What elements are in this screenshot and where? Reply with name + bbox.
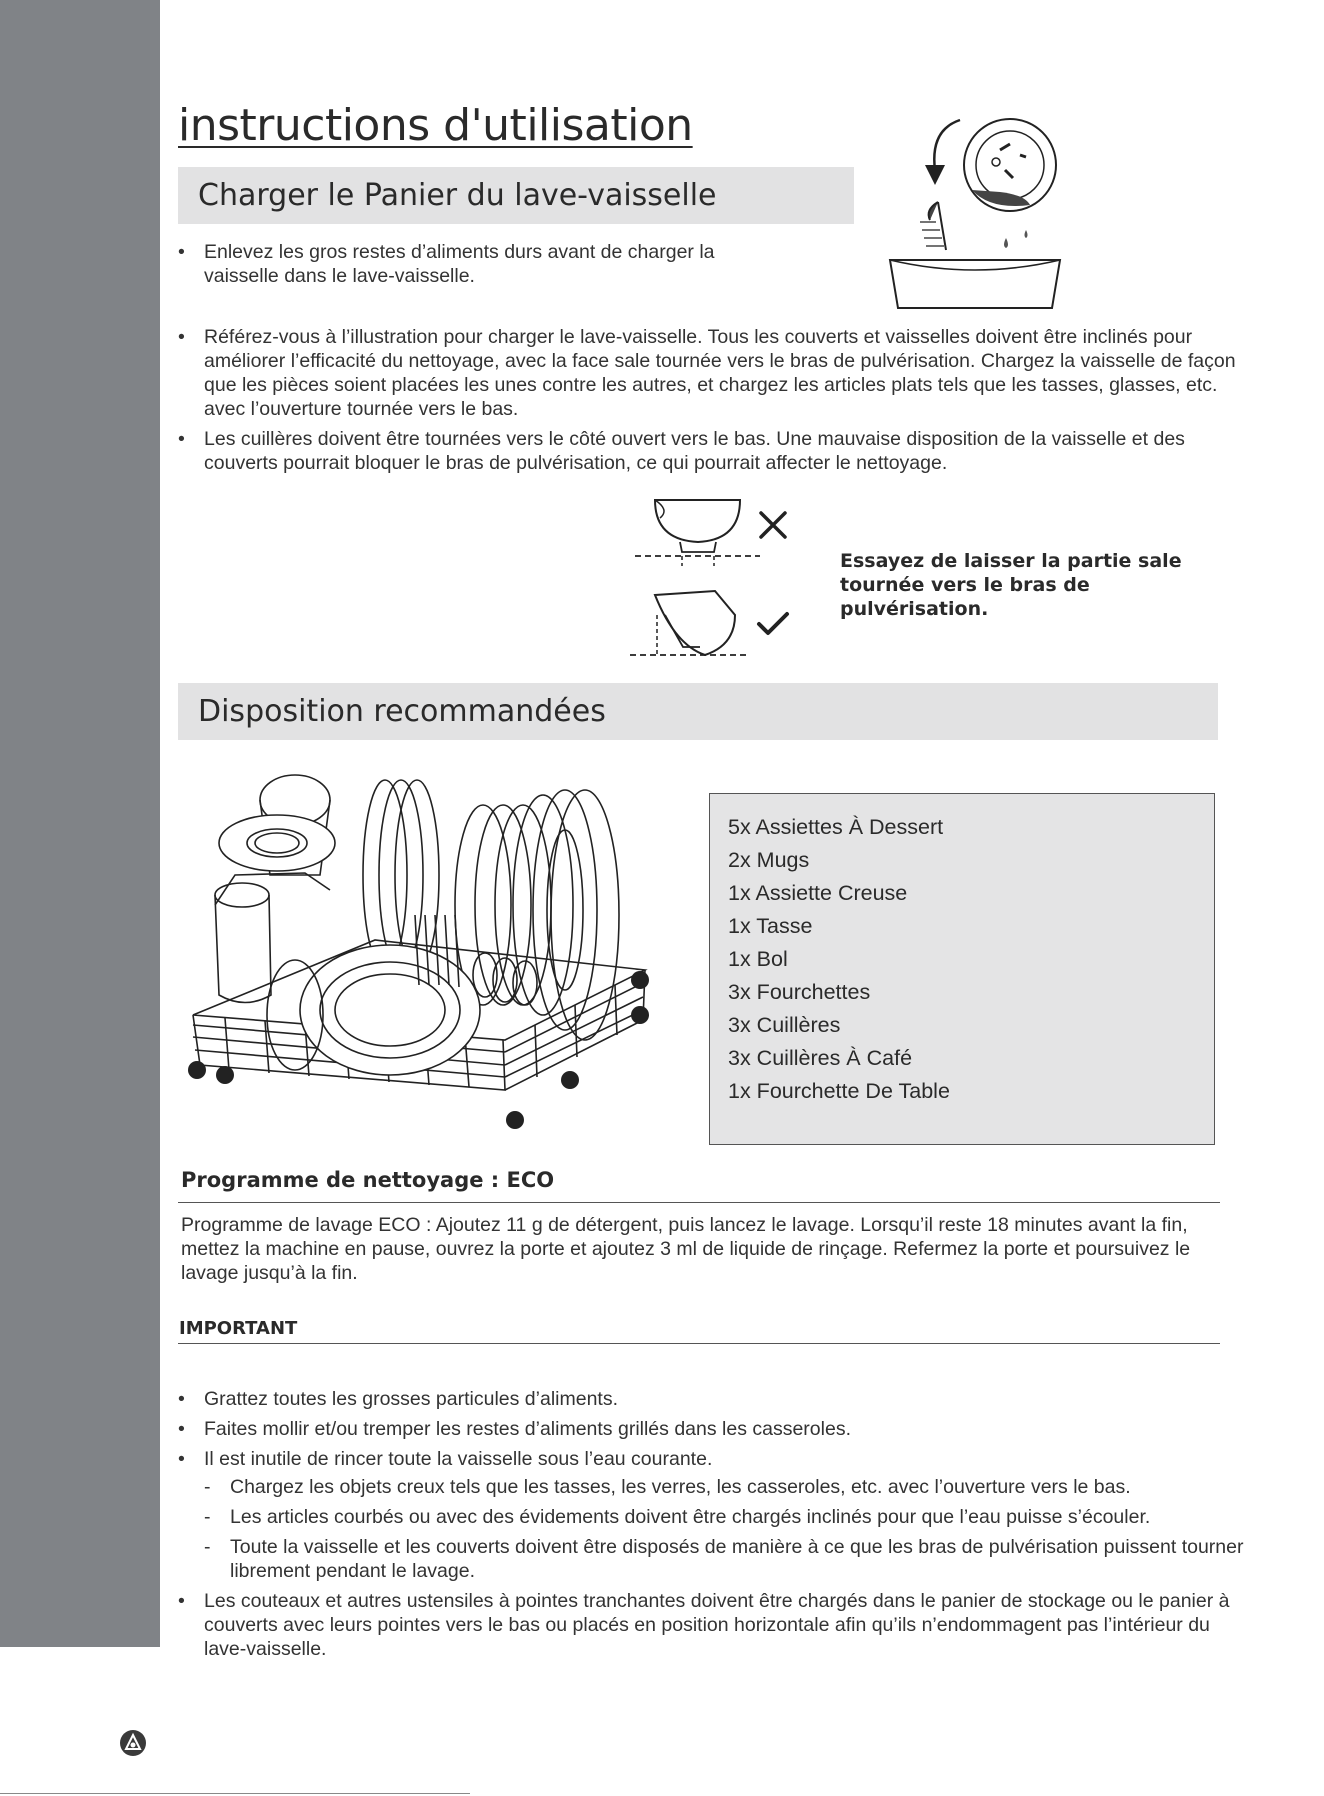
list-item: • Faites mollir et/ou tremper les restes d’aliments grillés dans les casseroles.: [178, 1417, 1278, 1441]
program-title: Programme de nettoyage : ECO: [181, 1168, 555, 1192]
list-item: 3x Fourchettes: [728, 980, 871, 1004]
list-item: 3x Cuillères: [728, 1013, 841, 1037]
list-item: • Les couteaux et autres ustensiles à pointes tranchantes doivent être chargés dans le panier de stockage ou le panier à couverts avec leurs pointes vers le bas ou placés en position horizontale afin qu’ils n’endommagent pas l’intérieur du lave-vaisselle.: [178, 1589, 1244, 1661]
bowl-wrong-illustration: [630, 498, 760, 566]
scraping-plate-illustration: [880, 110, 1070, 310]
sub-list-item: - Les articles courbés ou avec des évidements doivent être chargés inclinés pour que l’eau puisse s’écouler.: [178, 1505, 1278, 1529]
list-item: 1x Bol: [728, 947, 788, 971]
list-item: 5x Assiettes À Dessert: [728, 815, 944, 839]
section-heading-layout: [178, 683, 1218, 740]
cross-icon: [758, 510, 788, 540]
list-item: • Grattez toutes les grosses particules d’aliments.: [178, 1387, 1278, 1411]
important-title: IMPORTANT: [179, 1318, 298, 1339]
list-item: 1x Tasse: [728, 914, 813, 938]
list-item: • Il est inutile de rincer toute la vaisselle sous l’eau courante.: [178, 1447, 1278, 1471]
list-item: 1x Fourchette De Table: [728, 1079, 950, 1103]
list-item: 3x Cuillères À Café: [728, 1046, 913, 1070]
check-icon: [756, 610, 790, 638]
bullet-list-intro: [178, 240, 778, 288]
page-title: instructions d'utilisation: [178, 100, 693, 151]
bowl-right-illustration: [625, 585, 755, 661]
list-item: 2x Mugs: [728, 848, 810, 872]
dishwasher-rack-illustration: [185, 765, 660, 1145]
footer-line: [0, 1793, 470, 1794]
section-heading-layout-text: Disposition recommandées: [198, 694, 606, 729]
sub-list-item: - Toute la vaisselle et les couverts doivent être disposés de manière à ce que les bras de pulvérisation puissent tourner librement pendant le lavage.: [178, 1535, 1280, 1583]
section-heading-loading-text: Charger le Panier du lave-vaisselle: [198, 178, 717, 213]
sub-list-item: - Chargez les objets creux tels que les tasses, les verres, les casseroles, etc. avec l’ouverture vers le bas.: [178, 1475, 1278, 1499]
list-item: 1x Assiette Creuse: [728, 881, 908, 905]
list-item: • Référez-vous à l’illustration pour charger le lave-vaisselle. Tous les couverts et vaisselles doivent être inclinés pour améliorer l’efficacité du nettoyage, avec la face sale tournée vers le bras de pulvérisation. Chargez la vaisselle de façon que les pièces soient placées les unes contre les autres, et chargez les articles plats tels que les tasses, glasses, etc. avec l’ouverture tournée vers le bas.: [178, 325, 1238, 421]
section-heading-loading: [178, 167, 854, 224]
program-text: Programme de lavage ECO : Ajoutez 11 g de détergent, puis lancez le lavage. Lorsqu’il reste 18 minutes avant la fin, mettez la machine en pause, ouvrez la porte et ajoutez 3 ml de liquide de rinçage. Refermez la porte et poursuivez le lavage jusqu’à la fin.: [181, 1214, 1191, 1284]
side-bar: [0, 0, 160, 1647]
recommended-items-list: [728, 811, 1196, 1108]
list-item: • Les cuillères doivent être tournées vers le côté ouvert vers le bas. Une mauvaise disposition de la vaisselle et des couverts pourrait bloquer le bras de pulvérisation, ce qui pourrait affecter le nettoyage.: [178, 427, 1238, 475]
important-divider: [178, 1343, 1220, 1344]
program-divider: [178, 1202, 1220, 1203]
bullet-list-loading: [178, 325, 1238, 475]
recommended-items-box: [709, 793, 1215, 1145]
tip-text: Essayez de laisser la partie sale tournée vers le bras de pulvérisation.: [840, 550, 1182, 620]
important-list: [178, 1387, 1278, 1661]
brand-logo-icon: [119, 1729, 147, 1757]
list-item: • Enlevez les gros restes d’aliments durs avant de charger la vaisselle dans le lave-vaisselle.: [178, 240, 778, 288]
